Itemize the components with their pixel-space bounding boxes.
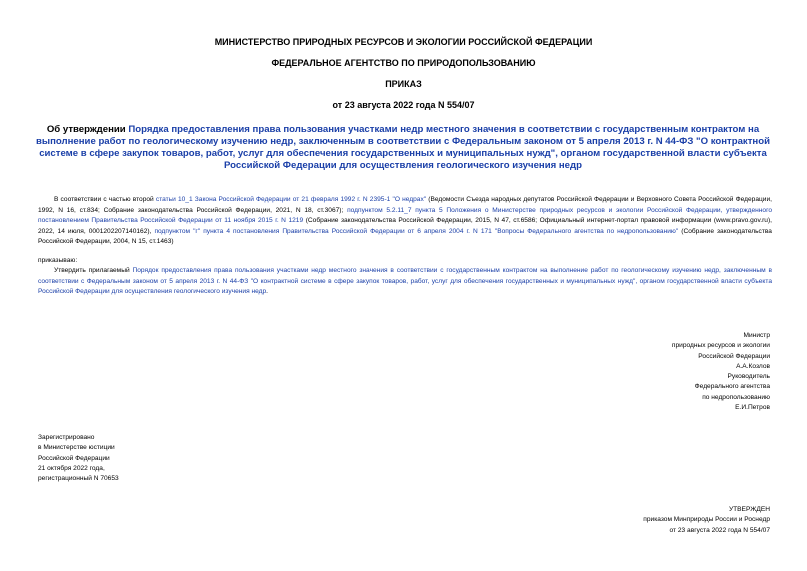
- signature-line: Е.И.Петров: [735, 404, 770, 412]
- agency-heading: ФЕДЕРАЛЬНОЕ АГЕНТСТВО ПО ПРИРОДОПОЛЬЗОВАНИЮ: [271, 58, 536, 68]
- procedure-link[interactable]: Порядок предоставления права пользования участками недр местного значения в соответствии с государственным контрактом на выполнение работ по геологическому изучению недр, заключенным в соответствии с Федеральным законом от 5 апреля 2013 г. N 44-ФЗ "О контрактной системе в сфере закупок товаров, работ, услуг для обеспечения государственных и муниципальных нужд", органом государственной власти субъекта Российской Федерации для осуществления геологического изучения недр: [38, 267, 773, 296]
- preamble-text-4: (Собрание законодательства Российской Федерации, 2004, N 15, ст.1463): [38, 227, 772, 246]
- signature-line: Федерального агентства: [694, 383, 770, 391]
- preamble-paragraph: [38, 195, 772, 248]
- government-decree-link[interactable]: подпунктом "г" пункта 4 постановления Правительства Российской Федерации от 6 апреля 2004 г. N 171 "Вопросы Федерального агентства по недропользованию": [154, 227, 679, 235]
- document-title: [28, 124, 778, 172]
- signature-line: Руководитель: [727, 373, 770, 381]
- registration-block: [38, 433, 119, 484]
- order-verb: приказываю:: [38, 257, 78, 264]
- preamble-text-2: (Ведомости Съезда народных депутатов Российской Федерации и Верховного Совета Российской Федерации, 1992, N 16, ст.834; Собрание законодательства Российской Федерации, 2021, N 18, ст.3067);: [38, 196, 772, 214]
- order-paragraph: [38, 266, 772, 298]
- approval-line: от 23 августа 2022 года N 554/07: [669, 526, 770, 534]
- registration-line: регистрационный N 70653: [38, 475, 119, 483]
- approval-line: УТВЕРЖДЕН: [728, 506, 770, 513]
- approval-block: [643, 505, 770, 536]
- signature-line: по недропользованию: [702, 393, 770, 401]
- ministry-heading: МИНИСТЕРСТВО ПРИРОДНЫХ РЕСУРСОВ И ЭКОЛОГИИ РОССИЙСКОЙ ФЕДЕРАЦИИ: [214, 37, 593, 47]
- title-prefix: Об утверждении: [46, 124, 129, 135]
- preamble-text-1: В соответствии с частью второй: [54, 196, 156, 203]
- signature-line: Российской Федерации: [698, 352, 770, 360]
- title-link[interactable]: Порядка предоставления права пользования участками недр местного значения в соответствии с государственным контрактом на выполнение работ по геологическому изучению недр, заключенным в соответствии с Федеральным законом от 5 апреля 2013 г. N 44-ФЗ "О контрактной системе в сфере закупок товаров, работ, услуг для обеспечения государственных и муниципальных нужд", органом государственной власти субъекта Российской Федерации для осуществления геологического изучения недр: [36, 124, 770, 171]
- ministry-regulation-link[interactable]: подпунктом 5.2.11_7 пункта 5 Положения о Министерстве природных ресурсов и экологии Российской Федерации, утвержденного постановлением Правительства Российской Федерации от 11 ноября 2015 г. N 1219: [38, 206, 772, 225]
- registration-line: Российской Федерации: [38, 454, 110, 462]
- preamble-text-3: (Собрание законодательства Российской Федерации, 2015, N 47, ст.6586; Официальный интернет-портал правовой информации (www.pravo.gov.ru), 2022, 14 июля, 0001202207140162),: [38, 217, 773, 235]
- registration-line: в Министерстве юстиции: [38, 444, 115, 452]
- law-on-subsoil-link[interactable]: статьи 10_1 Закона Российской Федерации от 21 февраля 1992 г. N 2395-1 "О недрах": [155, 196, 427, 203]
- signature-line: А.А.Козлов: [736, 362, 770, 370]
- registration-line: Зарегистрировано: [38, 434, 95, 441]
- signature-line: природных ресурсов и экологии: [671, 342, 770, 350]
- order-text-1: Утвердить прилагаемый: [54, 267, 133, 274]
- approval-line: приказом Минприроды России и Роснедр: [643, 516, 770, 524]
- signature-line: Министр: [743, 332, 770, 339]
- registration-line: 21 октября 2022 года,: [38, 464, 105, 472]
- doc-type-heading: ПРИКАЗ: [385, 79, 422, 89]
- order-text-2: .: [266, 288, 269, 296]
- signature-block: [672, 331, 770, 413]
- date-number-heading: от 23 августа 2022 года N 554/07: [332, 100, 475, 110]
